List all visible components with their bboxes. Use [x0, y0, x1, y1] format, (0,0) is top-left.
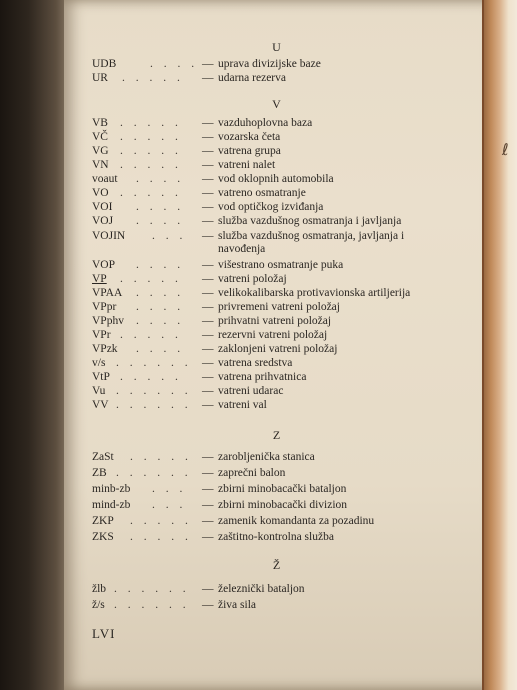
- leader-dots: . . . . .: [120, 145, 182, 157]
- leader-dots: . . . . .: [120, 371, 182, 383]
- meaning: zbirni minobacački divizion: [218, 499, 348, 511]
- dash: —: [202, 483, 214, 495]
- meaning: vatreni nalet: [218, 159, 276, 171]
- abbreviation: ž/s: [92, 599, 105, 611]
- abbreviation: VPphv: [92, 315, 124, 327]
- dash: —: [202, 343, 214, 355]
- dash: —: [202, 371, 214, 383]
- meaning: vatrena sredstva: [218, 357, 293, 369]
- leader-dots: . . .: [152, 499, 187, 511]
- abbreviation: VOP: [92, 259, 116, 271]
- dash: —: [202, 259, 214, 271]
- abbreviation: VOI: [92, 201, 113, 213]
- meaning: prihvatni vatreni položaj: [218, 315, 332, 327]
- meaning: zamenik komandanta za pozadinu: [218, 515, 375, 527]
- leader-dots: . . . . .: [120, 329, 182, 341]
- abbreviation: žlb: [92, 583, 107, 595]
- section-heading-z: Z: [272, 428, 282, 442]
- meaning: zarobljenička stanica: [218, 451, 315, 463]
- meaning: zaklonjeni vatreni položaj: [218, 343, 338, 355]
- leader-dots: . . . .: [136, 343, 185, 355]
- abbreviation: VV: [92, 399, 109, 411]
- dash: —: [202, 117, 214, 129]
- abbreviation: ZB: [92, 467, 107, 479]
- abbreviation: VPAA: [92, 287, 123, 299]
- abbreviation: UR: [92, 72, 108, 84]
- dash: —: [202, 159, 214, 171]
- abbreviation: v/s: [92, 357, 106, 369]
- leader-dots: . . . .: [136, 287, 185, 299]
- dash: —: [202, 315, 214, 327]
- meaning: zbirni minobacački bataljon: [218, 483, 347, 495]
- meaning: živa sila: [218, 599, 256, 611]
- dash: —: [202, 385, 214, 397]
- leader-dots: . . . . .: [120, 187, 182, 199]
- dash: —: [202, 467, 214, 479]
- leader-dots: . . . . .: [120, 159, 182, 171]
- adjacent-page-edge: [482, 0, 517, 690]
- dash: —: [202, 531, 214, 543]
- abbreviation: VČ: [92, 131, 108, 143]
- meaning: železnički bataljon: [218, 583, 305, 595]
- abbreviation: VG: [92, 145, 109, 157]
- leader-dots: . . . .: [136, 173, 185, 185]
- page-number: LVI: [92, 626, 116, 641]
- meaning: višestrano osmatranje puka: [218, 259, 344, 271]
- dash: —: [202, 583, 214, 595]
- meaning: rezervni vatreni položaj: [218, 329, 328, 341]
- abbreviation: VN: [92, 159, 109, 171]
- dash: —: [202, 273, 214, 285]
- leader-dots: . . . . .: [130, 451, 192, 463]
- meaning: vazduhoplovna baza: [218, 117, 313, 129]
- abbreviation: ZKP: [92, 515, 114, 527]
- meaning: vod optičkog izviđanja: [218, 201, 324, 213]
- leader-dots: . . . .: [136, 259, 185, 271]
- section-heading-zh: Ž: [272, 558, 282, 572]
- meaning: vatreno osmatranje: [218, 187, 306, 199]
- leader-dots: . . . . .: [122, 72, 184, 84]
- leader-dots: . . . .: [136, 201, 185, 213]
- meaning: udarna rezerva: [218, 72, 286, 84]
- list-item: [92, 230, 462, 256]
- meaning: vatreni udarac: [218, 385, 284, 397]
- leader-dots: . . . . .: [120, 131, 182, 143]
- dash: —: [202, 145, 214, 157]
- leader-dots: . . . . . .: [114, 599, 190, 611]
- section-heading-u: U: [272, 40, 282, 54]
- dash: —: [202, 599, 214, 611]
- abbreviation: VPr: [92, 329, 111, 341]
- meaning: služba vazdušnog osmatranja i javljanja: [218, 215, 402, 227]
- meaning: zaštitno-kontrolna služba: [218, 531, 334, 543]
- abbreviation: VPzk: [92, 343, 118, 355]
- abbreviation: ZaSt: [92, 451, 114, 463]
- abbreviation: VPpr: [92, 301, 117, 313]
- leader-dots: . . . . . .: [116, 399, 192, 411]
- leader-dots: . . . . . .: [116, 357, 192, 369]
- abbreviation: VB: [92, 117, 108, 129]
- leader-dots: . . . .: [150, 58, 199, 70]
- book-binding-edge: [0, 0, 70, 690]
- leader-dots: . . . . . .: [114, 583, 190, 595]
- leader-dots: . . . . .: [120, 117, 182, 129]
- dash: —: [202, 58, 214, 70]
- dash: —: [202, 515, 214, 527]
- dash: —: [202, 215, 214, 227]
- meaning: vatrena prihvatnica: [218, 371, 307, 383]
- leader-dots: . . . . .: [130, 515, 192, 527]
- abbreviation: VtP: [92, 371, 110, 383]
- leader-dots: . . .: [152, 483, 187, 495]
- section-heading-v: V: [272, 97, 282, 111]
- meaning: služba vazdušnog osmatranja, javljanja i navođenja: [218, 230, 405, 255]
- meaning: zaprečni balon: [218, 467, 286, 479]
- abbreviation: VP: [92, 273, 107, 285]
- leader-dots: . . .: [152, 230, 187, 242]
- abbreviation: VOJIN: [92, 230, 126, 242]
- dash: —: [202, 451, 214, 463]
- dash: —: [202, 201, 214, 213]
- dash: —: [202, 131, 214, 143]
- leader-dots: . . . . . .: [116, 467, 192, 479]
- dash: —: [202, 230, 214, 242]
- leader-dots: . . . .: [136, 315, 185, 327]
- abbreviation: mind-zb: [92, 499, 131, 511]
- dash: —: [202, 301, 214, 313]
- dash: —: [202, 187, 214, 199]
- abbreviation: VOJ: [92, 215, 114, 227]
- meaning: privremeni vatreni položaj: [218, 301, 340, 313]
- adjacent-page-mark: ℓ: [502, 140, 509, 159]
- meaning: uprava divizijske baze: [218, 58, 321, 70]
- meaning: vozarska četa: [218, 131, 281, 143]
- meaning: vatreni položaj: [218, 273, 287, 285]
- dash: —: [202, 329, 214, 341]
- dash: —: [202, 357, 214, 369]
- dash: —: [202, 72, 214, 84]
- dash: —: [202, 399, 214, 411]
- meaning: velikokalibarska protivavionska artiljerija: [218, 287, 411, 299]
- leader-dots: . . . . .: [120, 273, 182, 285]
- leader-dots: . . . .: [136, 301, 185, 313]
- meaning: vatreni val: [218, 399, 267, 411]
- dash: —: [202, 499, 214, 511]
- abbreviation: UDB: [92, 58, 117, 70]
- meaning: vod oklopnih automobila: [218, 173, 334, 185]
- leader-dots: . . . . .: [130, 531, 192, 543]
- abbreviation: VO: [92, 187, 109, 199]
- abbreviation: minb-zb: [92, 483, 131, 495]
- dash: —: [202, 173, 214, 185]
- leader-dots: . . . . . .: [116, 385, 192, 397]
- abbreviation: ZKS: [92, 531, 114, 543]
- abbreviation: Vu: [92, 385, 106, 397]
- dash: —: [202, 287, 214, 299]
- meaning: vatrena grupa: [218, 145, 281, 157]
- leader-dots: . . . .: [136, 215, 185, 227]
- abbreviation: voaut: [92, 173, 118, 185]
